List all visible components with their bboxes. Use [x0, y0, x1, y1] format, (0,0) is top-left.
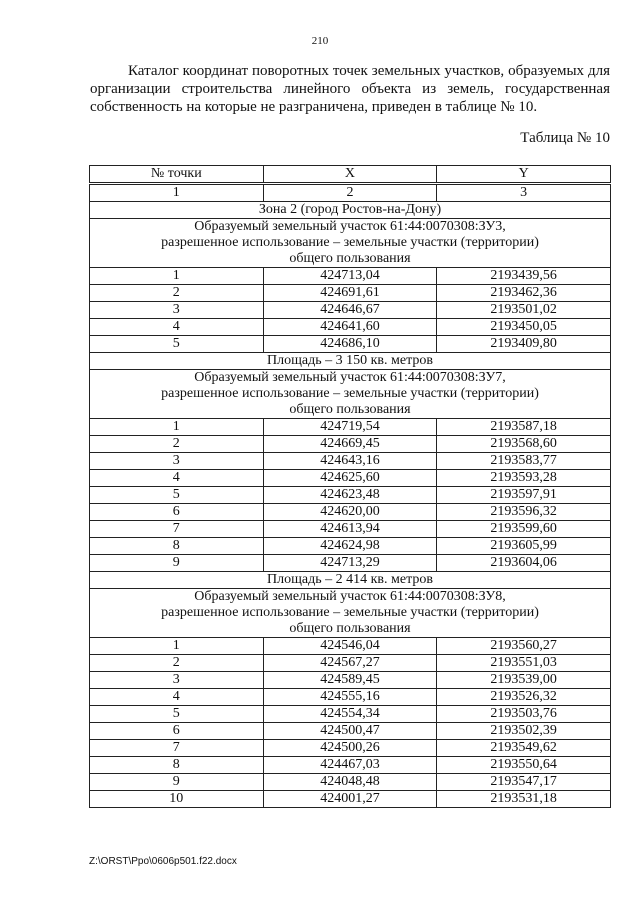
x-cell: 424686,10 — [263, 336, 437, 353]
plot-title-line: общего пользования — [289, 251, 411, 266]
point-number-cell: 10 — [90, 791, 264, 808]
point-number-cell: 9 — [90, 774, 264, 791]
x-cell: 424467,03 — [263, 757, 437, 774]
intro-paragraph: Каталог координат поворотных точек земельных участков, образуемых для организации строительства линейного объекта из земель, государственная собственность на которые не разграничена, приведен в таблице № 10. — [90, 63, 610, 115]
table-row — [90, 672, 611, 689]
footer-file-path: Z:\ORST\Ppo\0606p501.f22.docx — [89, 856, 237, 867]
point-number-cell: 6 — [90, 723, 264, 740]
x-cell: 424620,00 — [263, 504, 437, 521]
point-number-cell: 8 — [90, 538, 264, 555]
y-cell: 2193502,39 — [437, 723, 611, 740]
table-row — [90, 487, 611, 504]
x-cell: 424613,94 — [263, 521, 437, 538]
point-number-cell: 9 — [90, 555, 264, 572]
table-row — [90, 285, 611, 302]
y-cell: 2193593,28 — [437, 470, 611, 487]
area-row — [90, 572, 611, 589]
plot-area: Площадь – 3 150 кв. метров — [90, 353, 611, 370]
x-cell: 424719,54 — [263, 419, 437, 436]
point-number-cell: 4 — [90, 689, 264, 706]
plot-title — [90, 219, 611, 268]
x-cell: 424500,26 — [263, 740, 437, 757]
y-cell: 2193450,05 — [437, 319, 611, 336]
plot-area: Площадь – 2 414 кв. метров — [90, 572, 611, 589]
point-number-cell: 7 — [90, 521, 264, 538]
x-cell: 424669,45 — [263, 436, 437, 453]
plot-title-row — [90, 370, 611, 419]
point-number-cell: 1 — [90, 638, 264, 655]
plot-title-line: общего пользования — [289, 402, 411, 417]
y-cell: 2193526,32 — [437, 689, 611, 706]
x-cell: 424048,48 — [263, 774, 437, 791]
x-cell: 424589,45 — [263, 672, 437, 689]
x-cell: 424546,04 — [263, 638, 437, 655]
table-row — [90, 302, 611, 319]
plot-title-row — [90, 219, 611, 268]
table-row — [90, 774, 611, 791]
header-row — [90, 166, 611, 184]
area-row — [90, 353, 611, 370]
point-number-cell: 3 — [90, 302, 264, 319]
point-number-cell: 2 — [90, 285, 264, 302]
table-row — [90, 319, 611, 336]
table-row — [90, 453, 611, 470]
y-cell: 2193550,64 — [437, 757, 611, 774]
x-cell: 424567,27 — [263, 655, 437, 672]
y-cell: 2193560,27 — [437, 638, 611, 655]
y-cell: 2193547,17 — [437, 774, 611, 791]
x-cell: 424641,60 — [263, 319, 437, 336]
plot-title-line: разрешенное использование – земельные участки (территории) — [161, 605, 539, 620]
point-number-cell: 1 — [90, 268, 264, 285]
x-cell: 424500,47 — [263, 723, 437, 740]
plot-title-row — [90, 589, 611, 638]
x-cell: 424643,16 — [263, 453, 437, 470]
header-point-number: № точки — [90, 166, 264, 184]
zone-row — [90, 202, 611, 219]
point-number-cell: 2 — [90, 655, 264, 672]
x-cell: 424691,61 — [263, 285, 437, 302]
y-cell: 2193462,36 — [437, 285, 611, 302]
column-number-3: 3 — [437, 184, 611, 202]
x-cell: 424713,04 — [263, 268, 437, 285]
point-number-cell: 4 — [90, 319, 264, 336]
y-cell: 2193605,99 — [437, 538, 611, 555]
zone-title: Зона 2 (город Ростов-на-Дону) — [90, 202, 611, 219]
plot-title-line: разрешенное использование – земельные участки (территории) — [161, 235, 539, 250]
table-caption: Таблица № 10 — [520, 130, 610, 146]
x-cell: 424646,67 — [263, 302, 437, 319]
table-row — [90, 638, 611, 655]
point-number-cell: 5 — [90, 487, 264, 504]
point-number-cell: 6 — [90, 504, 264, 521]
y-cell: 2193531,18 — [437, 791, 611, 808]
table-row — [90, 538, 611, 555]
y-cell: 2193583,77 — [437, 453, 611, 470]
plot-title — [90, 370, 611, 419]
point-number-cell: 1 — [90, 419, 264, 436]
y-cell: 2193568,60 — [437, 436, 611, 453]
coordinates-table-body — [90, 166, 611, 808]
table-row — [90, 757, 611, 774]
point-number-cell: 5 — [90, 706, 264, 723]
x-cell: 424713,29 — [263, 555, 437, 572]
y-cell: 2193549,62 — [437, 740, 611, 757]
point-number-cell: 8 — [90, 757, 264, 774]
point-number-cell: 4 — [90, 470, 264, 487]
plot-title — [90, 589, 611, 638]
table-row — [90, 655, 611, 672]
x-cell: 424001,27 — [263, 791, 437, 808]
y-cell: 2193539,00 — [437, 672, 611, 689]
y-cell: 2193597,91 — [437, 487, 611, 504]
table-row — [90, 419, 611, 436]
table-row — [90, 504, 611, 521]
plot-title-line: общего пользования — [289, 621, 411, 636]
y-cell: 2193501,02 — [437, 302, 611, 319]
table-row — [90, 689, 611, 706]
plot-title-line: разрешенное использование – земельные участки (территории) — [161, 386, 539, 401]
table-row — [90, 436, 611, 453]
table-row — [90, 521, 611, 538]
column-number-row — [90, 184, 611, 202]
y-cell: 2193596,32 — [437, 504, 611, 521]
table-row — [90, 336, 611, 353]
point-number-cell: 3 — [90, 453, 264, 470]
y-cell: 2193409,80 — [437, 336, 611, 353]
column-number-1: 1 — [90, 184, 264, 202]
table-row — [90, 791, 611, 808]
y-cell: 2193503,76 — [437, 706, 611, 723]
column-number-2: 2 — [263, 184, 437, 202]
coordinates-table — [89, 165, 611, 808]
page-number: 210 — [311, 35, 329, 47]
x-cell: 424623,48 — [263, 487, 437, 504]
y-cell: 2193604,06 — [437, 555, 611, 572]
table-row — [90, 740, 611, 757]
point-number-cell: 7 — [90, 740, 264, 757]
y-cell: 2193551,03 — [437, 655, 611, 672]
point-number-cell: 5 — [90, 336, 264, 353]
plot-title-line: Образуемый земельный участок 61:44:0070308:ЗУ7, — [194, 370, 506, 385]
y-cell: 2193587,18 — [437, 419, 611, 436]
plot-title-line: Образуемый земельный участок 61:44:0070308:ЗУ8, — [194, 589, 506, 604]
x-cell: 424554,34 — [263, 706, 437, 723]
header-x: X — [263, 166, 437, 184]
x-cell: 424624,98 — [263, 538, 437, 555]
y-cell: 2193599,60 — [437, 521, 611, 538]
x-cell: 424555,16 — [263, 689, 437, 706]
plot-title-line: Образуемый земельный участок 61:44:0070308:ЗУ3, — [194, 219, 506, 234]
table-row — [90, 706, 611, 723]
x-cell: 424625,60 — [263, 470, 437, 487]
y-cell: 2193439,56 — [437, 268, 611, 285]
point-number-cell: 2 — [90, 436, 264, 453]
point-number-cell: 3 — [90, 672, 264, 689]
table-row — [90, 555, 611, 572]
table-row — [90, 470, 611, 487]
table-row — [90, 268, 611, 285]
table-row — [90, 723, 611, 740]
header-y: Y — [437, 166, 611, 184]
